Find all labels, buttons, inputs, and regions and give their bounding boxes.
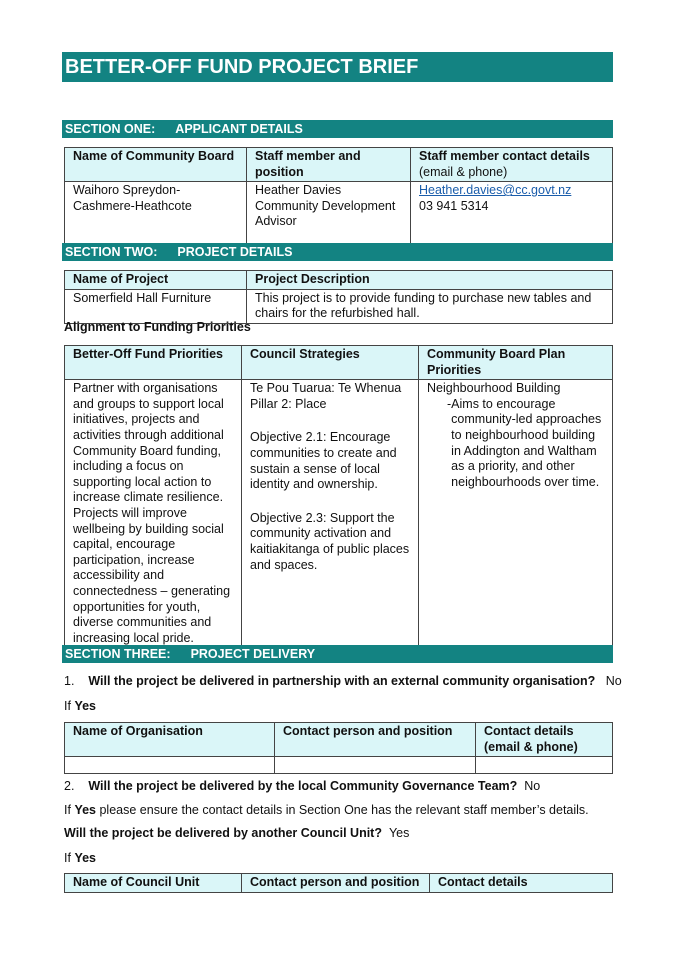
header-board-plan: Community Board Plan Priorities <box>419 346 613 380</box>
yes-text: Yes <box>74 699 96 713</box>
community-board-value: Waihoro Spreydon-Cashmere-Heathcote <box>65 182 247 244</box>
contact-cell <box>411 182 613 244</box>
table-header-row <box>65 148 613 182</box>
project-description-value: This project is to provide funding to purchase new tables and chairs for the refurbished hall. <box>247 289 613 323</box>
question-1-text: Will the project be delivered in partnership with an external community organisation? <box>88 674 596 688</box>
board-plan-title: Neighbourhood Building <box>427 381 561 396</box>
staff-position: Community Development Advisor <box>255 198 396 229</box>
question-1 <box>64 673 622 689</box>
header-unit-name: Name of Council Unit <box>65 874 242 893</box>
question-2-note <box>64 802 589 818</box>
table-header-row <box>65 723 613 757</box>
contact-details-cell[interactable] <box>476 757 613 774</box>
header-contact-details: Contact details (email & phone) <box>476 723 613 757</box>
header-council-strategies: Council Strategies <box>242 346 419 380</box>
section-two-name: PROJECT DETAILS <box>177 245 293 259</box>
header-fund-priorities: Better-Off Fund Priorities <box>65 346 242 380</box>
org-name-cell[interactable] <box>65 757 275 774</box>
if-text: If <box>64 851 71 865</box>
staff-name: Heather Davies <box>255 183 342 198</box>
section-two-label: SECTION TWO: <box>65 245 158 259</box>
if-text: If <box>64 699 71 713</box>
question-2-note-text: please ensure the contact details in Section One has the relevant staff member’s details. <box>99 803 589 817</box>
header-project-name: Name of Project <box>65 271 247 290</box>
staff-cell <box>247 182 411 244</box>
council-strategies-cell <box>242 380 419 648</box>
table-header-row <box>65 346 613 380</box>
section-two-heading <box>62 243 613 261</box>
alignment-table <box>64 345 613 648</box>
question-1-answer: No <box>605 674 622 688</box>
question-3-answer: Yes <box>388 826 410 840</box>
header-project-description: Project Description <box>247 271 613 290</box>
objective-2-3: Objective 2.3: Support the community activation and kaitiakitanga of public places and spaces. <box>250 510 410 572</box>
table-header-row <box>65 271 613 290</box>
table-row <box>65 182 613 244</box>
section-one-name: APPLICANT DETAILS <box>175 122 303 136</box>
yes-text: Yes <box>74 803 96 817</box>
question-3-text: Will the project be delivered by another Council Unit? <box>64 826 382 840</box>
staff-email-link[interactable]: Heather.davies@cc.govt.nz <box>419 183 572 198</box>
board-plan-item: Aims to encourage community-led approaches to neighbourhood building in Addington and Waltham as a priority, and other neighbourhoods over time. <box>451 396 602 489</box>
question-3 <box>64 825 409 841</box>
yes-text: Yes <box>74 851 96 865</box>
if-text: If <box>64 803 71 817</box>
section-three-label: SECTION THREE: <box>65 647 171 661</box>
contact-person-cell[interactable] <box>275 757 476 774</box>
applicant-details-table <box>64 147 613 244</box>
board-plan-cell <box>419 380 613 648</box>
header-contact-sub: (email & phone) <box>419 164 508 179</box>
section-three-heading <box>62 645 613 663</box>
council-strategy-title: Te Pou Tuarua: Te Whenua Pillar 2: Place <box>250 381 402 411</box>
if-yes-line-1 <box>64 698 96 714</box>
table-header-row <box>65 874 613 893</box>
header-contact-label: Staff member contact details <box>419 149 590 163</box>
staff-phone: 03 941 5314 <box>419 198 489 213</box>
question-2-answer: No <box>524 779 541 793</box>
board-plan-list-item <box>427 397 606 491</box>
dash-bullet: - <box>447 396 452 411</box>
page-title: BETTER-OFF FUND PROJECT BRIEF <box>62 52 613 82</box>
council-unit-table <box>64 873 613 893</box>
alignment-heading: Alignment to Funding Priorities <box>64 320 251 334</box>
header-contact <box>411 148 613 182</box>
question-2-text: Will the project be delivered by the local Community Governance Team? <box>88 779 518 793</box>
table-row <box>65 757 613 774</box>
section-three-name: PROJECT DELIVERY <box>190 647 316 661</box>
organisation-table <box>64 722 613 774</box>
section-one-label: SECTION ONE: <box>65 122 156 136</box>
header-community-board: Name of Community Board <box>65 148 247 182</box>
project-details-table <box>64 270 613 324</box>
header-contact-person: Contact person and position <box>275 723 476 757</box>
header-unit-contact-details: Contact details <box>430 874 613 893</box>
question-1-number: 1. <box>64 674 75 688</box>
section-one-heading <box>62 120 613 138</box>
header-unit-contact-person: Contact person and position <box>242 874 430 893</box>
objective-2-1: Objective 2.1: Encourage communities to create and sustain a sense of local identity and ownership. <box>250 430 397 492</box>
question-2-number: 2. <box>64 779 75 793</box>
fund-priorities-text: Partner with organisations and groups to support local initiatives, projects and activities through additional Community Board funding, including a focus on supporting local action to increase climate resilience. Projects will improve wellbeing by building social capital, encourage participation, increase accessibility and connectedness – generating opportunities for youth, diverse communities and increasing local pride. <box>65 380 242 648</box>
project-name-value: Somerfield Hall Furniture <box>65 289 247 323</box>
question-2 <box>64 778 540 794</box>
if-yes-line-3 <box>64 850 96 866</box>
table-row <box>65 380 613 648</box>
header-staff-member: Staff member and position <box>247 148 411 182</box>
header-org-name: Name of Organisation <box>65 723 275 757</box>
